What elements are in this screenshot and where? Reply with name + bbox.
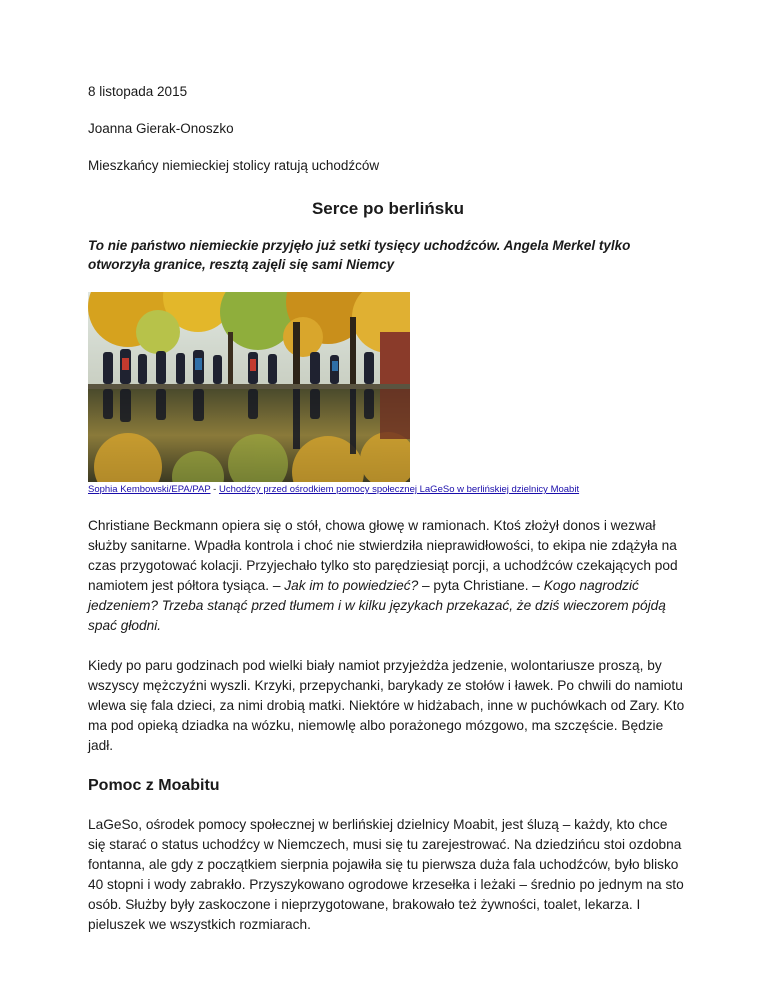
article-kicker: Mieszkańcy niemieckiej stolicy ratują uchodźców <box>88 158 380 173</box>
photo-refugees-queue <box>88 292 410 482</box>
article-date: 8 listopada 2015 <box>88 84 188 99</box>
article-photo <box>88 292 410 482</box>
paragraph-1-middle: – pyta Christiane. – <box>418 578 544 593</box>
article-title: Serce po berlińsku <box>311 199 465 218</box>
article-lead: To nie państwo niemieckie przyjęło już setki tysięcy uchodźców. Angela Merkel tylko otworzyła granice, resztą zajęli się sami Niemcy <box>88 238 631 272</box>
photo-credit-link[interactable]: Sophia Kembowski/EPA/PAP <box>88 484 211 495</box>
paragraph-3: LaGeSo, ośrodek pomocy społecznej w berlińskiej dzielnicy Moabit, jest śluzą – każdy, kto chce się starać o status uchodźcy w Niemczech, musi się tu zarejestrować. Na dziedzińcu stoi ozdobna fontanna, ale gdy z początkiem sierpnia pojawiła się tu pierwsza duża fala uchodźców, było blisko 40 stopni i wody zabrakło. Przyszykowano ogrodowe krzesełka i leżaki – średnio po jednym na sto osób. Służby były zaskoczone i nieprzygotowane, brakowało też żywności, toalet, lekarza. I pieluszek we wszystkich rozmiarach. <box>88 817 684 932</box>
paragraph-1-quote-1: Jak im to powiedzieć? <box>284 578 419 593</box>
paragraph-1-quote-2: Kogo nagrodzić jedzeniem? Trzeba stanąć przed tłumem i w kilku językach przekazać, że dziś wieczorem pójdą spać głodni. <box>88 578 666 633</box>
article-author: Joanna Gierak-Onoszko <box>88 121 234 136</box>
photo-caption-link[interactable]: Uchodźcy przed ośrodkiem pomocy społecznej LaGeSo w berlińskiej dzielnicy Moabit <box>218 484 580 495</box>
caption-separator: - <box>210 484 219 495</box>
article <box>88 82 688 935</box>
paragraph-1-text: Christiane Beckmann opiera się o stół, chowa głowę w ramionach. Ktoś złożył donos i wezwał służby sanitarne. Wpadła kontrola i choć nie stwierdziła nieprawidłowości, to ekipa nie zdążyła na czas przygotować kolacji. Przyjechało tylko sto parędziesiąt porcji, a uchodźców czekających pod namiotem jest półtora tysiąca. – <box>88 518 678 593</box>
paragraph-2: Kiedy po paru godzinach pod wielki biały namiot przyjeżdża jedzenie, wolontariusze proszą, by wszyscy mężczyźni wyszli. Krzyki, przepychanki, barykady ze stołów i ławek. Po chwili do namiotu wlewa się fala dzieci, za nimi drobią matki. Niektóre w hidżabach, inne w puchówkach od Zary. Kto ma pod opieką dziadka na wózku, niemowlę albo porażonego mózgowo, ma szczęście. Będzie jadł. <box>88 658 685 753</box>
paragraph-1 <box>88 516 688 636</box>
photo-caption <box>88 484 688 496</box>
section-heading: Pomoc z Moabitu <box>88 777 220 794</box>
